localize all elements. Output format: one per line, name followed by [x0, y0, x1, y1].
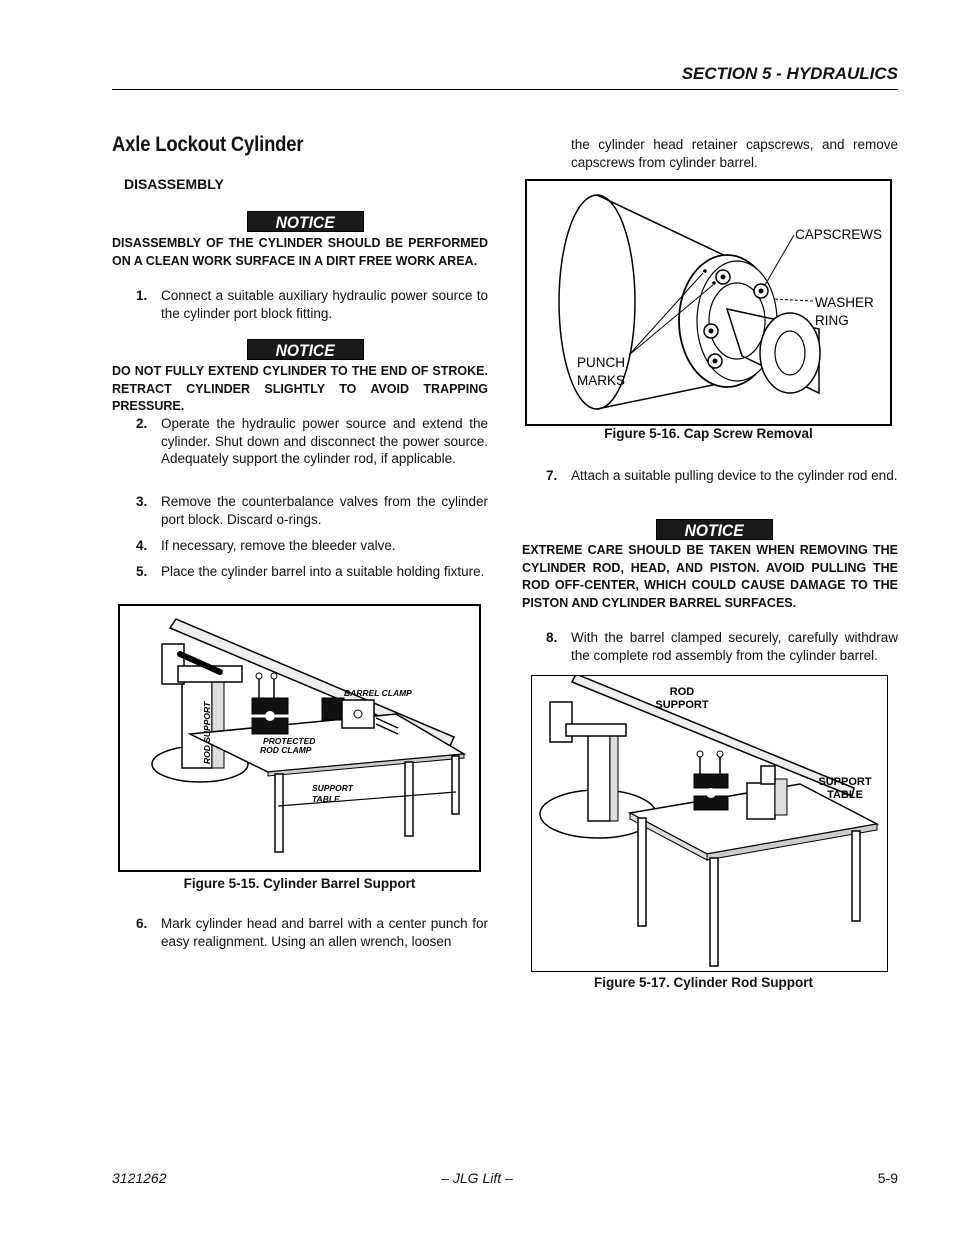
step-1	[112, 287, 488, 323]
figure-cap-screw-removal	[525, 179, 892, 426]
page-title: Axle Lockout Cylinder	[112, 133, 304, 156]
step-number: 2.	[136, 416, 148, 431]
label-marks: MARKS	[577, 373, 626, 388]
step-number: 1.	[136, 288, 148, 303]
label-rod-support: ROD SUPPORT	[202, 701, 212, 764]
step-4	[112, 537, 488, 555]
notice-text-2: DO NOT FULLY EXTEND CYLINDER TO THE END OF STROKE. RETRACT CYLINDER SLIGHTLY TO AVOID TRAPPING PRESSURE.	[112, 364, 488, 413]
step-number: 3.	[136, 494, 148, 509]
notice-badge-3: NOTICE	[656, 519, 773, 540]
label-support: SUPPORT	[312, 783, 353, 793]
step-text: With the barrel clamped securely, carefully withdraw the complete rod assembly from the cylinder barrel.	[571, 630, 898, 663]
label-table: TABLE	[312, 794, 340, 804]
label-capscrews: CAPSCREWS	[795, 227, 883, 242]
footer-page-number: 5-9	[877, 1170, 898, 1186]
caption-fig-5-16: Figure 5-16. Cap Screw Removal	[604, 426, 813, 441]
step-number: 6.	[136, 916, 148, 931]
step-number: 7.	[546, 468, 558, 483]
figure-cylinder-barrel-support	[118, 604, 481, 872]
figure-cylinder-rod-support	[531, 675, 888, 972]
label-washer: WASHER	[815, 295, 874, 310]
step-text: Operate the hydraulic power source and extend the cylinder. Shut down and disconnect the power source. Adequately support the cylinder rod, if applicable.	[161, 416, 488, 466]
step-6-continued: the cylinder head retainer capscrews, and remove capscrews from cylinder barrel.	[571, 137, 898, 170]
label-rod: ROD	[669, 686, 695, 698]
notice-badge-1: NOTICE	[247, 211, 364, 232]
step-number: 4.	[136, 538, 148, 553]
step-6	[112, 915, 488, 951]
header-rule	[112, 89, 898, 90]
step-text: Attach a suitable pulling device to the cylinder rod end.	[571, 468, 898, 483]
label-rod-clamp: ROD CLAMP	[260, 745, 312, 755]
barrel-support-illustration	[120, 606, 479, 870]
notice-text-3: EXTREME CARE SHOULD BE TAKEN WHEN REMOVING THE CYLINDER ROD, HEAD, AND PISTON. AVOID PULLING THE ROD OFF-CENTER, WHICH COULD CAUSE DAMAGE TO THE PISTON AND CYLINDER BARREL SURFACES.	[522, 543, 898, 610]
caption-fig-5-15: Figure 5-15. Cylinder Barrel Support	[183, 876, 416, 891]
notice-text-1: DISASSEMBLY OF THE CYLINDER SHOULD BE PERFORMED ON A CLEAN WORK SURFACE IN A DIRT FREE WORK AREA.	[112, 236, 488, 268]
step-5	[112, 563, 488, 599]
label-rod-support-2: SUPPORT	[655, 699, 709, 711]
footer-brand: – JLG Lift –	[441, 1170, 513, 1186]
subheading-disassembly: DISASSEMBLY	[124, 176, 224, 192]
label-protected: PROTECTED	[263, 736, 316, 746]
step-8	[522, 629, 898, 665]
step-2	[112, 415, 488, 485]
step-7	[522, 467, 898, 503]
step-text: If necessary, remove the bleeder valve.	[161, 538, 396, 553]
label-support-table-1: SUPPORT	[818, 776, 872, 788]
rod-support-illustration	[532, 676, 887, 971]
notice-badge-2: NOTICE	[247, 339, 364, 360]
footer-doc-number: 3121262	[112, 1170, 167, 1186]
step-text: Remove the counterbalance valves from the cylinder port block. Discard o-rings.	[161, 494, 488, 527]
step-text: Place the cylinder barrel into a suitable holding fixture.	[161, 564, 485, 579]
step-number: 5.	[136, 564, 148, 579]
step-text: Connect a suitable auxiliary hydraulic power source to the cylinder port block fitting.	[161, 288, 488, 321]
label-ring: RING	[815, 313, 849, 328]
step-3	[112, 493, 488, 529]
label-punch: PUNCH	[577, 355, 626, 370]
cap-screw-illustration	[527, 181, 890, 424]
section-header: SECTION 5 - HYDRAULICS	[681, 64, 898, 83]
label-barrel-clamp: BARREL CLAMP	[344, 688, 412, 698]
step-number: 8.	[546, 630, 558, 645]
caption-fig-5-17: Figure 5-17. Cylinder Rod Support	[594, 975, 814, 990]
label-support-table-2: TABLE	[827, 789, 863, 801]
step-text: Mark cylinder head and barrel with a center punch for easy realignment. Using an allen wrench, loosen	[161, 916, 488, 949]
